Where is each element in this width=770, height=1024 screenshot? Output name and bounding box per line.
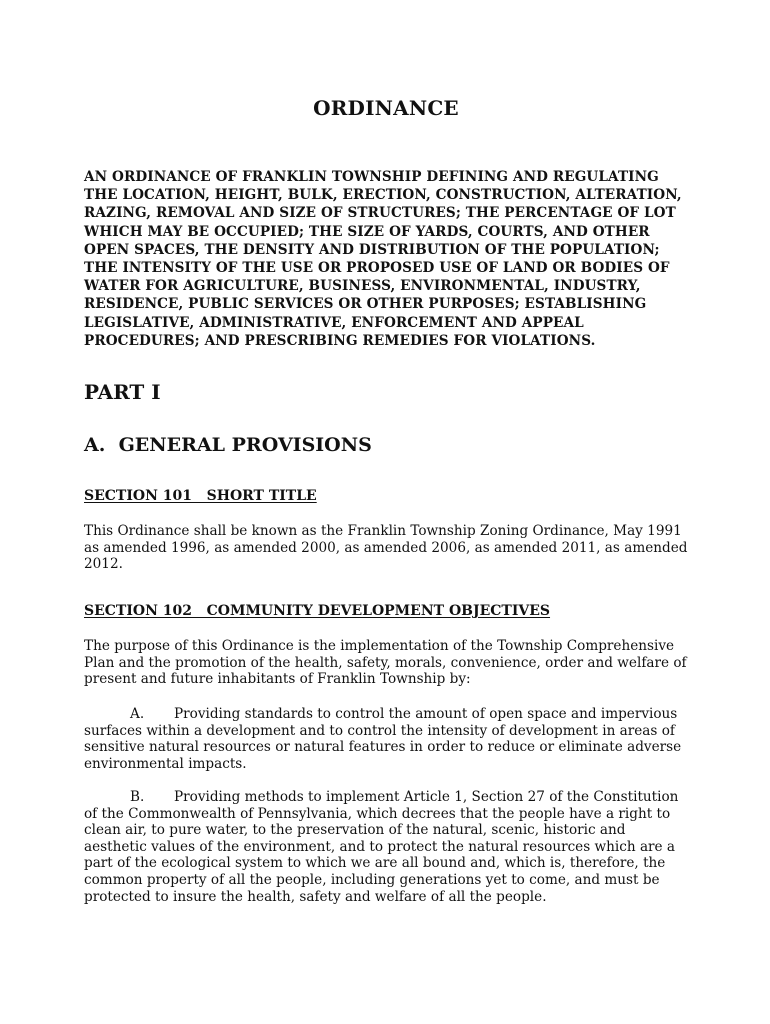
item-text: Providing standards to control the amount of open space and impervious surfaces within a development and to control the intensity of development in areas of sensitive natural resources or natural features in order to reduce or eliminate adverse environmental impacts. xyxy=(84,706,682,772)
ordinance-preamble: AN ORDINANCE OF FRANKLIN TOWNSHIP DEFINING AND REGULATING THE LOCATION, HEIGHT, BULK, ERECTION, CONSTRUCTION, ALTERATION, RAZING, REMOVAL AND SIZE OF STRUCTURES; THE PERCENTAGE OF LOT WHICH MAY BE OCCUPIED; THE SIZE OF YARDS, COURTS, AND OTHER OPEN SPACES, THE DENSITY AND DISTRIBUTION OF THE POPULATION; THE INTENSITY OF THE USE OR PROPOSED USE OF LAND OR BODIES OF WATER FOR AGRICULTURE, BUSINESS, ENVIRONMENTAL, INDUSTRY, RESIDENCE, PUBLIC SERVICES OR OTHER PURPOSES; ESTABLISHING LEGISLATIVE, ADMINISTRATIVE, ENFORCEMENT AND APPEAL PROCEDURES; AND PRESCRIBING REMEDIES FOR VIOLATIONS. xyxy=(84,169,682,349)
objective-item-b xyxy=(84,789,688,905)
section-102-heading: SECTION 102 COMMUNITY DEVELOPMENT OBJECTIVES xyxy=(84,603,551,619)
item-text: Providing methods to implement Article 1, Section 27 of the Constitution of the Commonwealth of Pennsylvania, which decrees that the people have a right to clean air, to pure water, to the preservation of the natural, scenic, historic and aesthetic values of the environment, and to protect the natural resources which are a part of the ecological system to which we are all bound and, which is, therefore, the common property of all the people, including generations yet to come, and must be protected to insure the health, safety and welfare of all the people. xyxy=(84,789,679,905)
objective-item-a xyxy=(84,706,688,772)
item-marker: B. xyxy=(130,789,145,805)
section-101-text: This Ordinance shall be known as the Franklin Township Zoning Ordinance, May 1991 as amended 1996, as amended 2000, as amended 2006, as amended 2011, as amended 2012. xyxy=(84,523,688,573)
subpart-heading: A. GENERAL PROVISIONS xyxy=(84,434,372,456)
section-102-text: The purpose of this Ordinance is the implementation of the Township Comprehensive Plan and the promotion of the health, safety, morals, convenience, order and welfare of present and future inhabitants of Franklin Township by: xyxy=(84,638,687,688)
part-heading: PART I xyxy=(84,380,161,404)
section-101-heading: SECTION 101 SHORT TITLE xyxy=(84,488,317,504)
document-title: ORDINANCE xyxy=(313,96,459,120)
item-marker: A. xyxy=(130,706,145,722)
